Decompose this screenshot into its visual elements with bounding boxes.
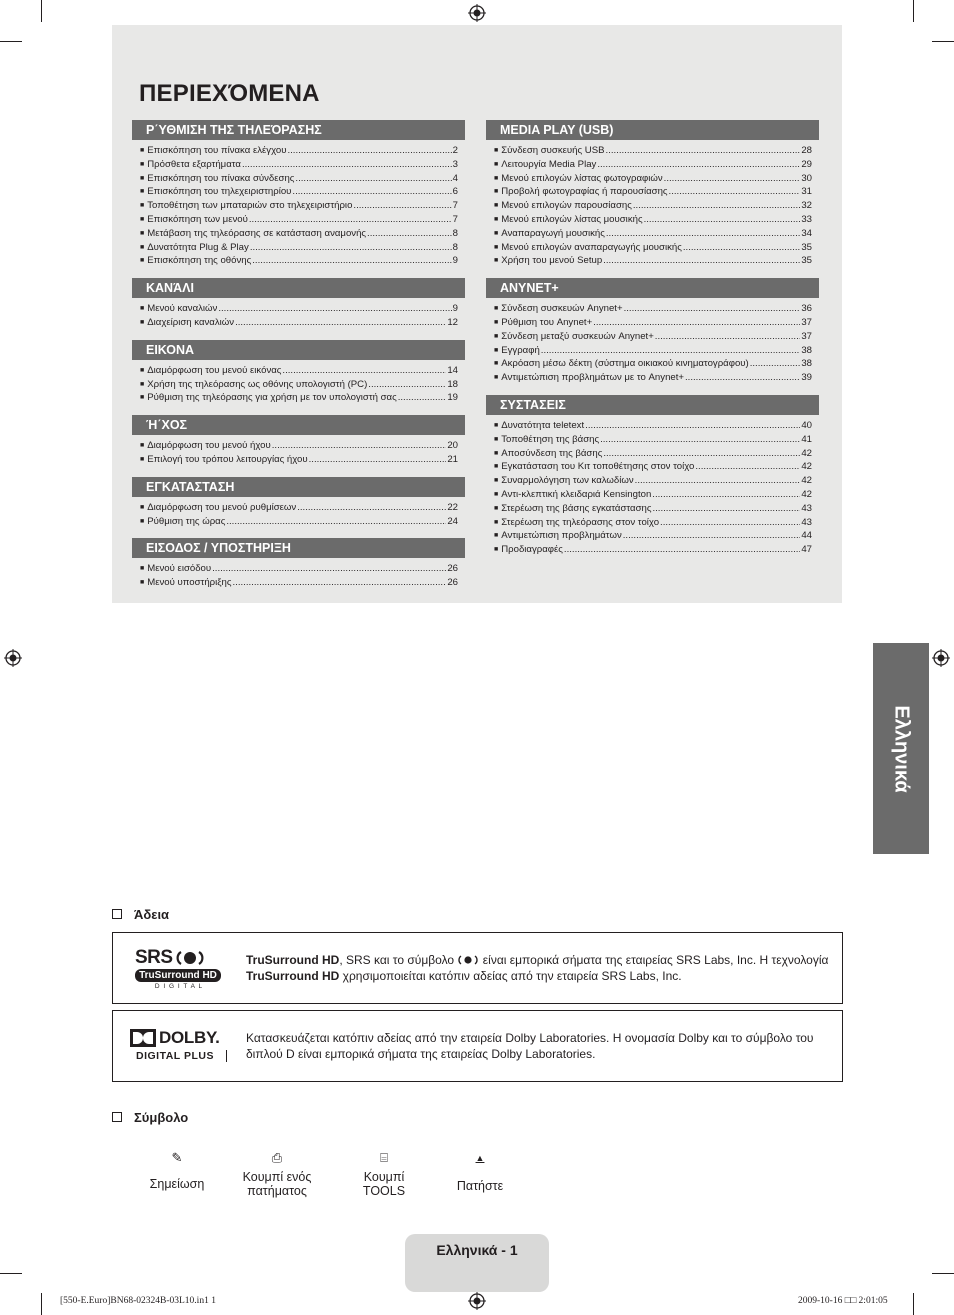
toc-entry xyxy=(140,186,458,200)
dot-leader xyxy=(249,214,452,227)
toc-entry-page: 42 xyxy=(801,488,812,500)
registration-mark-icon xyxy=(468,4,486,22)
toc-entry xyxy=(494,345,812,359)
symbol-one-touch-button: ⎙ Κουμπί ενός πατήματος xyxy=(232,1151,322,1198)
toc-entry-page: 7 xyxy=(452,200,458,212)
toc-section-heading: ΣΥΣΤΑΣΕΙΣ xyxy=(486,395,819,415)
dot-leader xyxy=(367,228,452,241)
bullet-icon: ■ xyxy=(494,546,499,554)
bullet-icon: ■ xyxy=(140,160,145,168)
bullet-icon: ■ xyxy=(140,517,145,525)
bullet-icon: ■ xyxy=(140,257,145,265)
toc-entry-page: 4 xyxy=(452,172,458,184)
toc-entry xyxy=(140,200,458,214)
toc-entry xyxy=(494,434,812,448)
toc-section-heading: ΕΙΣΟΔΟΣ / ΥΠΟΣΤΗΡΙΞΗ xyxy=(132,538,465,558)
toc-entry-label: Μενού υποστήριξης xyxy=(147,577,232,589)
dot-leader xyxy=(226,516,446,529)
one-touch-button-icon: ⎙ xyxy=(271,1150,283,1165)
toc-entry xyxy=(140,379,458,393)
toc-entry-page: 40 xyxy=(801,419,812,431)
bullet-icon: ■ xyxy=(140,305,145,313)
dot-leader xyxy=(603,448,800,461)
toc-entry-page: 12 xyxy=(447,316,458,328)
toc-entry-label: Διαμόρφωση του μενού εικόνας xyxy=(147,364,282,376)
toc-entry-page: 26 xyxy=(447,563,458,575)
bullet-icon: ■ xyxy=(494,449,499,457)
toc-entry-label: Πρόσθετα εξαρτήματα xyxy=(147,158,241,170)
toc-entry xyxy=(494,331,812,345)
toc-entry-page: 22 xyxy=(447,501,458,513)
toc-entry-label: Επισκόπηση της οθόνης xyxy=(147,255,252,267)
toc-entry-label: Μενού εισόδου xyxy=(147,563,212,575)
toc-entry xyxy=(494,544,812,558)
toc-entry xyxy=(140,454,458,468)
crop-mark xyxy=(932,41,954,42)
toc-entry-page: 26 xyxy=(447,577,458,589)
bullet-icon: ■ xyxy=(140,318,145,326)
bullet-icon: ■ xyxy=(494,188,499,196)
crop-mark xyxy=(0,41,22,42)
dot-leader xyxy=(233,577,447,590)
toc-section-heading: Ρ΄ΥΘΜΙΣΗ ΤΗΣ ΤΗΛΕΌΡΑΣΗΣ xyxy=(132,120,465,140)
toc-entry-label: Ρύθμιση της τηλεόρασης για χρήση με τον υπολογιστή σας xyxy=(147,392,397,404)
dolby-logo: DOLBY. DIGITAL PLUS xyxy=(130,1028,230,1062)
toc-section xyxy=(132,120,465,269)
srs-logo: SRS TruSurround HD D I G I T A L xyxy=(135,947,223,990)
toc-entry xyxy=(494,475,812,489)
toc-entry xyxy=(140,228,458,242)
symbols-heading: Σύμβολο xyxy=(112,1110,188,1125)
toc-entry-page: 8 xyxy=(452,241,458,253)
registration-mark-icon xyxy=(932,649,950,667)
dolby-license-text: Κατασκευάζεται κατόπιν αδείας από την εταιρεία Dolby Laboratories. Η ονομασία Dolby και το σύμβολο του διπλού D είναι εμπορικά σήματα της εταιρείας Dolby Laboratories. xyxy=(246,1031,814,1061)
toc-entry xyxy=(494,200,812,214)
crop-mark xyxy=(913,1293,914,1315)
language-side-tab-label: Ελληνικά xyxy=(890,705,913,793)
dot-leader xyxy=(292,186,451,199)
bullet-icon: ■ xyxy=(494,360,499,368)
toc-entry xyxy=(140,392,458,406)
toc-entry-page: 9 xyxy=(452,255,458,267)
toc-entry-label: Επιλογή του τρόπου λειτουργίας ήχου xyxy=(147,453,308,465)
toc-entry-label: Δυνατότητα Plug & Play xyxy=(147,241,249,253)
toc-entry-label: Επισκόπηση του πίνακα σύνδεσης xyxy=(147,172,295,184)
bullet-icon: ■ xyxy=(140,442,145,450)
bullet-icon: ■ xyxy=(140,229,145,237)
crop-mark xyxy=(932,1273,954,1274)
toc-entry xyxy=(140,577,458,591)
toc-entry xyxy=(140,317,458,331)
toc-entry-label: Αντιμετώπιση προβλημάτων xyxy=(501,530,622,542)
crop-mark xyxy=(41,0,42,22)
crop-mark xyxy=(41,1293,42,1315)
dot-leader xyxy=(585,420,800,433)
toc-entry-label: Διαχείριση καναλιών xyxy=(147,316,235,328)
bullet-icon: ■ xyxy=(140,174,145,182)
toc-section-heading: ANYNET+ xyxy=(486,278,819,298)
license-heading: Άδεια xyxy=(112,907,169,922)
page-number: Ελληνικά - 1 xyxy=(436,1242,518,1258)
toc-entry xyxy=(140,516,458,530)
toc-entry-page: 29 xyxy=(801,158,812,170)
srs-circle-icon xyxy=(175,950,205,966)
bullet-icon: ■ xyxy=(140,202,145,210)
bullet-icon: ■ xyxy=(494,518,499,526)
bullet-icon: ■ xyxy=(494,332,499,340)
toc-entry-label: Συναρμολόγηση των καλωδίων xyxy=(501,475,634,487)
toc-entry-page: 14 xyxy=(447,364,458,376)
toc-section xyxy=(486,395,819,558)
dot-leader xyxy=(282,365,446,378)
dot-leader xyxy=(250,242,452,255)
bullet-icon: ■ xyxy=(140,215,145,223)
toc-entry xyxy=(494,372,812,386)
bullet-icon: ■ xyxy=(140,565,145,573)
dot-leader xyxy=(664,173,801,186)
toc-entry-label: Προβολή φωτογραφίας ή παρουσίασης xyxy=(501,186,668,198)
dot-leader xyxy=(593,317,800,330)
bullet-icon: ■ xyxy=(494,490,499,498)
toc-entry xyxy=(494,214,812,228)
toc-entry-page: 37 xyxy=(801,330,812,342)
toc-entry xyxy=(494,303,812,317)
toc-entry-label: Μενού καναλιών xyxy=(147,303,218,315)
toc-entry-label: Μενού επιλογών παρουσίασης xyxy=(501,200,632,212)
toc-entry xyxy=(494,228,812,242)
bullet-icon: ■ xyxy=(494,421,499,429)
toc-entry xyxy=(494,503,812,517)
crop-mark xyxy=(0,1273,22,1274)
toc-entry-label: Μενού επιλογών λίστας φωτογραφιών xyxy=(501,172,663,184)
dot-leader xyxy=(600,434,800,447)
toc-entry-page: 44 xyxy=(801,530,812,542)
symbol-press: ▲ Πατήστε xyxy=(435,1151,525,1193)
toc-section-heading: ΚΑΝΆΛΙ xyxy=(132,278,465,298)
toc-entry xyxy=(494,420,812,434)
dot-leader xyxy=(644,214,801,227)
toc-entry xyxy=(140,563,458,577)
bullet-icon: ■ xyxy=(494,532,499,540)
dot-leader xyxy=(368,379,446,392)
toc-entry xyxy=(494,255,812,269)
toc-entry xyxy=(140,173,458,187)
toc-entry-page: 2 xyxy=(452,145,458,156)
bullet-icon: ■ xyxy=(494,243,499,251)
toc-entry-label: Τοποθέτηση των μπαταριών στο τηλεχειριστήριο xyxy=(147,200,353,212)
toc-entry-label: Δυνατότητα teletext xyxy=(501,419,585,431)
dot-leader xyxy=(750,358,801,371)
toc-entry-label: Επισκόπηση του τηλεχειριστηρίου xyxy=(147,186,292,198)
toc-entry-label: Χρήση του μενού Setup xyxy=(501,255,603,267)
bullet-icon: ■ xyxy=(494,215,499,223)
toc-entry-label: Επισκόπηση του πίνακα ελέγχου xyxy=(147,145,287,156)
toc-title: ΠΕΡΙΕΧΌΜΕΝΑ xyxy=(139,80,320,107)
toc-entry xyxy=(494,489,812,503)
toc-entry-page: 43 xyxy=(801,516,812,528)
bullet-icon: ■ xyxy=(140,455,145,463)
toc-entry-page: 37 xyxy=(801,316,812,328)
bullet-icon: ■ xyxy=(494,147,499,154)
bullet-icon: ■ xyxy=(140,579,145,587)
dot-leader xyxy=(242,159,452,172)
press-icon: ▲ xyxy=(475,1153,485,1163)
print-timestamp: 2009-10-16 □□ 2:01:05 xyxy=(798,1296,888,1306)
toc-entry-page: 38 xyxy=(801,358,812,370)
symbol-note: ✎ Σημείωση xyxy=(132,1151,222,1191)
dot-leader xyxy=(295,173,451,186)
toc-entry-page: 30 xyxy=(801,172,812,184)
bullet-icon: ■ xyxy=(494,202,499,210)
toc-entry xyxy=(140,502,458,516)
dot-leader xyxy=(606,145,801,158)
bullet-icon: ■ xyxy=(494,160,499,168)
tools-button-icon: ⌸ xyxy=(380,1150,388,1165)
toc-entry-label: Σύνδεση μεταξύ συσκευών Anynet+ xyxy=(501,330,654,342)
toc-entry xyxy=(494,159,812,173)
toc-entry-page: 24 xyxy=(447,515,458,527)
symbol-tools-button: ⌸ Κουμπί TOOLS xyxy=(339,1151,429,1198)
toc-section xyxy=(132,538,465,591)
bullet-icon: ■ xyxy=(140,380,145,388)
toc-entry-label: Μενού επιλογών αναπαραγωγής μουσικής xyxy=(501,241,682,253)
toc-entry-page: 38 xyxy=(801,344,812,356)
checkbox-square-icon xyxy=(112,1112,122,1122)
dot-leader xyxy=(685,372,800,385)
bullet-icon: ■ xyxy=(494,318,499,326)
toc-entry-page: 9 xyxy=(452,303,458,315)
toc-entry-label: Ρύθμιση του Anynet+ xyxy=(501,316,593,328)
toc-entry-page: 7 xyxy=(452,213,458,225)
toc-entry-page: 21 xyxy=(447,453,458,465)
dot-leader xyxy=(660,517,800,530)
bullet-icon: ■ xyxy=(494,305,499,313)
dot-leader xyxy=(235,317,446,330)
toc-entry xyxy=(140,440,458,454)
toc-entry xyxy=(494,242,812,256)
dot-leader xyxy=(287,145,451,158)
srs-symbol-icon xyxy=(457,955,479,965)
toc-entry-page: 41 xyxy=(801,433,812,445)
toc-entry xyxy=(494,358,812,372)
dot-leader xyxy=(218,303,451,316)
toc-entry-label: Λειτουργία Media Play xyxy=(501,158,597,170)
dot-leader xyxy=(624,303,801,316)
toc-entry xyxy=(494,186,812,200)
toc-entry-label: Τοποθέτηση της βάσης xyxy=(501,433,600,445)
toc-entry xyxy=(140,242,458,256)
toc-entry-label: Σύνδεση συσκευής USB xyxy=(501,145,605,156)
toc-entry-label: Μετάβαση της τηλεόρασης σε κατάσταση αναμονής xyxy=(147,227,367,239)
toc-entry-label: Στερέωση της τηλεόρασης στον τοίχο xyxy=(501,516,660,528)
bullet-icon: ■ xyxy=(140,243,145,251)
dot-leader xyxy=(353,200,451,213)
dot-leader xyxy=(297,502,446,515)
toc-entry-page: 43 xyxy=(801,502,812,514)
toc-entry-page: 35 xyxy=(801,241,812,253)
toc-entry-label: Μενού επιλογών λίστας μουσικής xyxy=(501,213,643,225)
toc-entry-page: 6 xyxy=(452,186,458,198)
toc-section xyxy=(486,278,819,386)
dot-leader xyxy=(695,461,800,474)
toc-entry xyxy=(140,365,458,379)
bullet-icon: ■ xyxy=(140,188,145,196)
dot-leader xyxy=(683,242,800,255)
toc-section xyxy=(486,120,819,269)
toc-entry-page: 42 xyxy=(801,475,812,487)
toc-entry xyxy=(140,159,458,173)
toc-entry-label: Σύνδεση συσκευών Anynet+ xyxy=(501,303,623,315)
print-file-info: [550-E.Euro]BN68-02324B-03L10.in1 1 xyxy=(60,1296,216,1306)
toc-entry-label: Διαμόρφωση του μενού ρυθμίσεων xyxy=(147,501,297,513)
toc-entry-label: Στερέωση της βάσης εγκατάστασης xyxy=(501,502,652,514)
dot-leader xyxy=(652,503,800,516)
bullet-icon: ■ xyxy=(494,346,499,354)
srs-license-text: TruSurround HD, SRS και το σύμβολο είναι εμπορικά σήματα της εταιρείας SRS Labs, Inc. Η τεχνολογία TruSurround HD χρησιμοποιείται κατόπιν αδείας από την εταιρεία SRS Labs, Inc. xyxy=(246,953,829,983)
dot-leader xyxy=(597,159,800,172)
toc-entry xyxy=(494,517,812,531)
toc-entry-page: 42 xyxy=(801,461,812,473)
toc-entry xyxy=(494,448,812,462)
bullet-icon: ■ xyxy=(140,394,145,402)
dot-leader xyxy=(652,489,800,502)
language-side-tab xyxy=(873,643,929,854)
toc-entry-label: Επισκόπηση των μενού xyxy=(147,213,248,225)
toc-entry xyxy=(494,461,812,475)
dot-leader xyxy=(252,255,451,268)
registration-mark-icon xyxy=(4,649,22,667)
toc-entry xyxy=(494,145,812,159)
bullet-icon: ■ xyxy=(140,503,145,511)
toc-entry-page: 31 xyxy=(801,186,812,198)
bullet-icon: ■ xyxy=(494,463,499,471)
toc-entry-label: Εγκατάσταση του Κιτ τοποθέτησης στον τοίχο xyxy=(501,461,695,473)
dot-leader xyxy=(398,392,447,405)
toc-entry-label: Χρήση της τηλεόρασης ως οθόνης υπολογιστή (PC) xyxy=(147,378,368,390)
toc-entry-page: 35 xyxy=(801,255,812,267)
toc-entry-label: Αναπαραγωγή μουσικής xyxy=(501,227,605,239)
dot-leader xyxy=(633,200,800,213)
bullet-icon: ■ xyxy=(494,435,499,443)
toc-entry xyxy=(494,317,812,331)
dot-leader xyxy=(603,255,800,268)
dot-leader xyxy=(623,530,801,543)
registration-mark-icon xyxy=(468,1292,486,1310)
toc-entry-page: 36 xyxy=(801,303,812,315)
toc-section xyxy=(132,340,465,406)
toc-entry-page: 20 xyxy=(447,440,458,452)
toc-section-heading: Ή΄ΧΟΣ xyxy=(132,415,465,435)
toc-entry-page: 47 xyxy=(801,544,812,556)
toc-entry-page: 3 xyxy=(452,158,458,170)
dot-leader xyxy=(564,544,800,557)
toc-entry-label: Προδιαγραφές xyxy=(501,544,563,556)
toc-entry-page: 32 xyxy=(801,200,812,212)
bullet-icon: ■ xyxy=(140,147,145,154)
dot-leader xyxy=(635,475,801,488)
toc-entry-page: 8 xyxy=(452,227,458,239)
toc-left-column xyxy=(132,120,465,600)
toc-entry-label: Ρύθμιση της ώρας xyxy=(147,515,226,527)
toc-entry-page: 33 xyxy=(801,213,812,225)
toc-entry xyxy=(140,303,458,317)
toc-entry-page: 39 xyxy=(801,372,812,384)
bullet-icon: ■ xyxy=(494,374,499,382)
toc-entry xyxy=(140,145,458,159)
dot-leader xyxy=(309,454,447,467)
toc-section-heading: ΕΓΚΑΤΑΣΤΑΣΗ xyxy=(132,477,465,497)
toc-entry-label: Αποσύνδεση της βάσης xyxy=(501,447,603,459)
bullet-icon: ■ xyxy=(140,366,145,374)
bullet-icon: ■ xyxy=(494,174,499,182)
toc-entry xyxy=(494,173,812,187)
toc-entry xyxy=(140,214,458,228)
dot-leader xyxy=(272,440,447,453)
toc-section-heading: MEDIA PLAY (USB) xyxy=(486,120,819,140)
toc-entry-page: 18 xyxy=(447,378,458,390)
dot-leader xyxy=(606,228,800,241)
toc-section-heading: ΕΙΚΟΝΑ xyxy=(132,340,465,360)
toc-entry-label: Διαμόρφωση του μενού ήχου xyxy=(147,440,271,452)
crop-mark xyxy=(913,0,914,22)
dot-leader xyxy=(669,186,801,199)
toc-entry-label: Αντι-κλεπτική κλειδαριά Kensington xyxy=(501,488,652,500)
note-icon: ✎ xyxy=(171,1150,183,1165)
toc-entry-page: 28 xyxy=(801,145,812,156)
toc-entry-label: Αντιμετώπιση προβλημάτων με το Anynet+ xyxy=(501,372,685,384)
toc-entry-page: 19 xyxy=(447,392,458,404)
toc-entry-page: 34 xyxy=(801,227,812,239)
dot-leader xyxy=(541,345,801,358)
dolby-double-d-icon xyxy=(130,1029,156,1047)
dot-leader xyxy=(655,331,801,344)
toc-section xyxy=(132,415,465,468)
toc-entry xyxy=(140,255,458,269)
toc-right-column xyxy=(486,120,819,567)
bullet-icon: ■ xyxy=(494,229,499,237)
checkbox-square-icon xyxy=(112,909,122,919)
toc-entry-label: Εγγραφή xyxy=(501,344,540,356)
dolby-license-box xyxy=(112,1010,843,1082)
toc-entry-label: Ακρόαση μέσω δέκτη (σύστημα οικιακού κινηματογράφου) xyxy=(501,358,749,370)
bullet-icon: ■ xyxy=(494,477,499,485)
dot-leader xyxy=(212,563,446,576)
bullet-icon: ■ xyxy=(494,257,499,265)
toc-entry xyxy=(494,530,812,544)
toc-section xyxy=(132,278,465,331)
srs-license-box xyxy=(112,932,843,1004)
bullet-icon: ■ xyxy=(494,504,499,512)
toc-entry-page: 42 xyxy=(801,447,812,459)
toc-section xyxy=(132,477,465,530)
page-number-tab xyxy=(405,1234,549,1292)
